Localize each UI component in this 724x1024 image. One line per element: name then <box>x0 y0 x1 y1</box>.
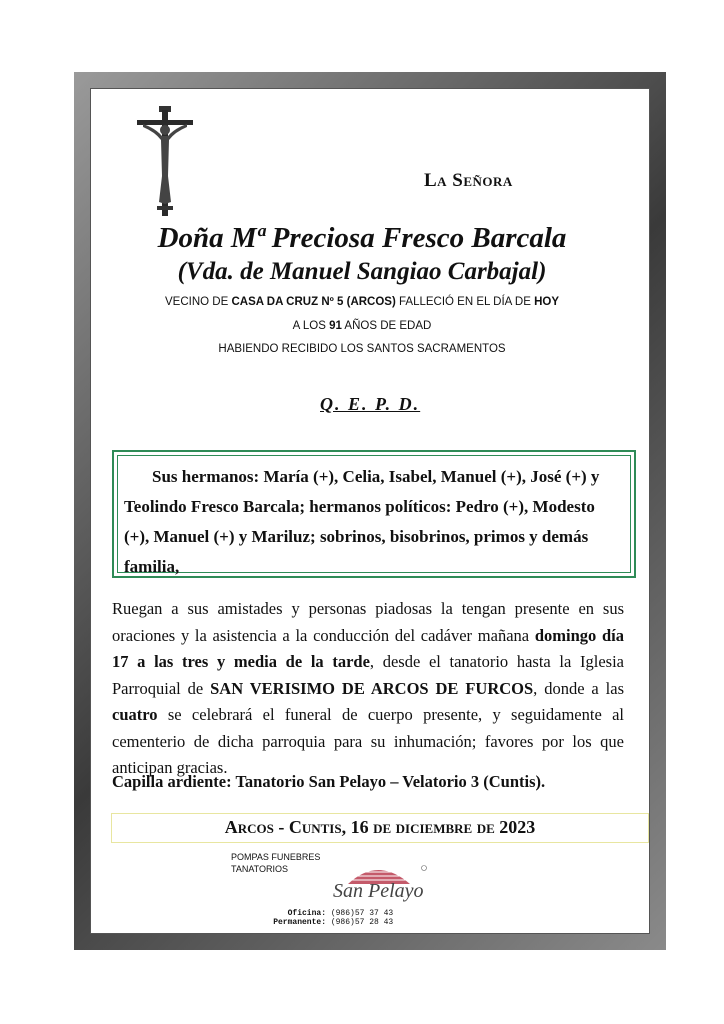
request-text: Ruegan a sus amistades y personas piadosas la tengan presente en sus oraciones y la asistencia a la conducción del cadáver mañana <box>112 599 624 645</box>
age-value: 91 <box>329 320 342 332</box>
funeral-home-label <box>231 851 320 875</box>
request-text: se celebrará el funeral de cuerpo presente, y seguidamente al cementerio de dicha parroquia para su inhumación; favores por los que anticipan gracias. <box>112 705 624 777</box>
oficina-label: Oficina: <box>287 909 326 918</box>
tanatorios-line: TANATORIOS <box>231 864 289 874</box>
request-hour: cuatro <box>112 705 158 724</box>
widow-of: (Vda. de Manuel Sangiao Carbajal) <box>177 258 547 285</box>
request-paragraph <box>112 596 624 782</box>
residence-address: CASA DA CRUZ Nº 5 (ARCOS) <box>231 296 396 308</box>
family-line: Sus hermanos: María (+), Celia, Isabel, Manuel (+), José (+) y <box>152 467 600 486</box>
request-date-time: domingo día 17 a las tres y media de la tarde <box>112 625 624 671</box>
family-box-inner <box>117 455 631 576</box>
family-line: Teolindo Fresco Barcala; hermanos políticos: Pedro (+), Modesto <box>124 497 595 516</box>
family-line: (+), Manuel (+) y Mariluz; sobrinos, bisobrinos, primos y demás <box>124 527 589 546</box>
age-text: A LOS <box>292 320 330 332</box>
residence-line <box>90 296 634 308</box>
permanente-row <box>258 918 393 927</box>
capilla-ardiente: Capilla ardiente: Tanatorio San Pelayo – Velatorio 3 (Cuntis). <box>112 772 546 791</box>
family-text <box>124 462 626 582</box>
age-line <box>90 320 634 332</box>
request-church: SAN VERISIMO DE ARCOS DE FURCOS <box>210 678 534 698</box>
title-la-senora: La Señora <box>424 170 513 191</box>
permanente-phone: (986)57 28 43 <box>330 918 394 927</box>
residence-text-2: FALLECIÓ EN EL DÍA DE <box>395 296 535 308</box>
crucifix-icon <box>135 106 195 218</box>
permanente-label: Permanente: <box>273 918 326 927</box>
logo-text: San Pelayo <box>333 880 424 902</box>
oficina-row <box>258 909 393 918</box>
deceased-name: Doña Mª Preciosa Fresco Barcala <box>157 222 567 254</box>
request-text: , donde a las <box>533 678 624 698</box>
date-line: Arcos - Cuntis, 16 de diciembre de 2023 <box>224 817 536 837</box>
qepd: Q. E. P. D. <box>320 394 421 414</box>
oficina-phone: (986)57 37 43 <box>330 909 394 918</box>
pompas-line: POMPAS FUNEBRES <box>231 852 321 862</box>
contact-info <box>258 909 393 927</box>
sacraments-line: HABIENDO RECIBIDO LOS SANTOS SACRAMENTOS <box>218 343 506 355</box>
family-box <box>112 450 636 578</box>
date-box <box>111 813 649 843</box>
family-line: familia, <box>124 557 180 576</box>
residence-text: VECINO DE <box>164 296 232 308</box>
request-text: , desde el tanatorio hasta la Iglesia Parroquial de <box>112 652 624 698</box>
age-text-2: AÑOS DE EDAD <box>341 320 432 332</box>
residence-day: HOY <box>534 296 559 308</box>
